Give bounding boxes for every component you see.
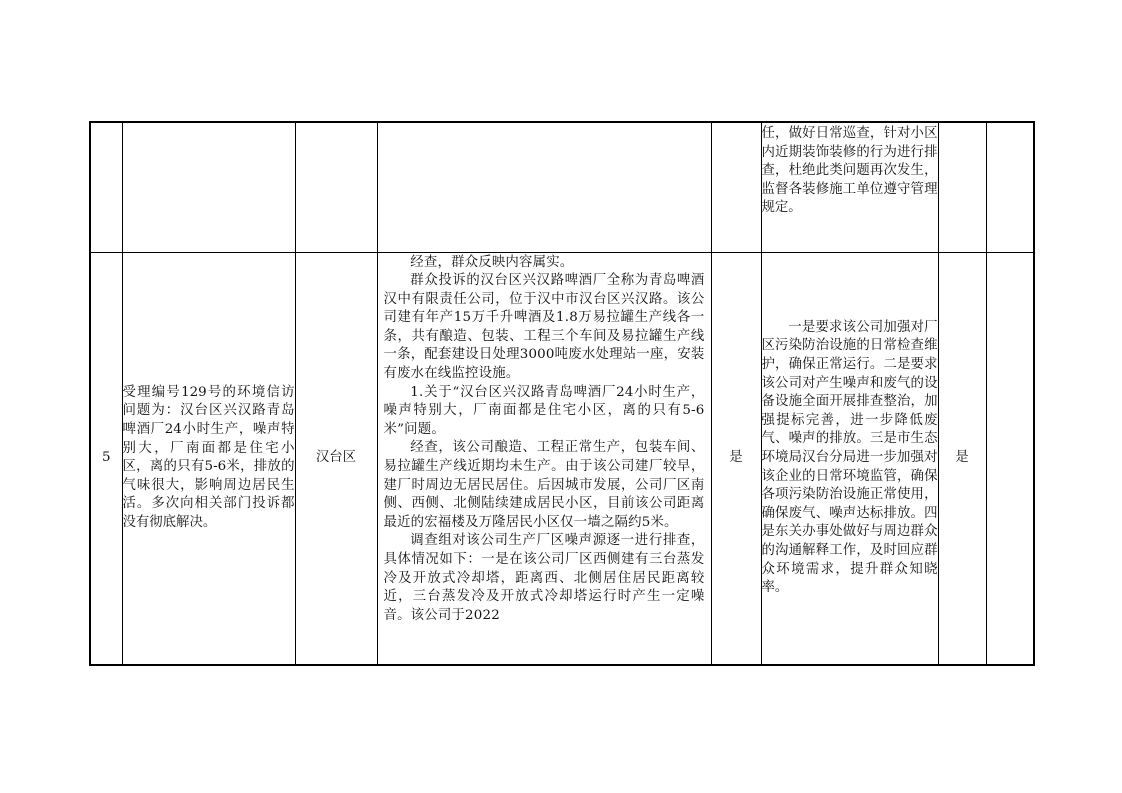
findings-paragraph: 经查，该公司酿造、工程正常生产，包装车间、易拉罐生产线近期均未生产。由于该公司建厂较早，建厂时周边无居民居住。后因城市发展，公司厂区南侧、西侧、北侧陆续建成居民小区，目前该公司距离最近的宏福楼及万隆居民小区仅一墙之隔约5米。 [383, 440, 705, 530]
measures-text: 任，做好日常巡查，针对小区内近期装饰装修的行为进行排查，杜绝此类问题再次发生，监督各装修施工单位遵守管理规定。 [761, 126, 938, 216]
cell-findings [377, 122, 711, 252]
report-table [89, 121, 1035, 666]
cell-measures [761, 252, 938, 665]
measures-text: 一是要求该公司加强对厂区污染防治设施的日常检查维护，确保正常运行。二是要求该公司对产生噪声和废气的设备设施全面开展排查整治，加强提标完善，进一步降低废气、噪声的排放。三是市生态环境局汉台分局进一步加强对该企业的日常环境监管，确保各项污染防治设施正常使用，确保废气、噪声达标排放。四是东关办事处做好与周边群众的沟通解释工作，及时回应群众环境需求，提升群众知晓率。 [761, 319, 938, 596]
table-row-continued [90, 122, 1034, 252]
cell-verified [711, 122, 761, 252]
complaint-text: 受理编号129号的环境信访问题为：汉台区兴汉路青岛啤酒厂24小时生产，噪声特别大，厂南面都是住宅小区，离的只有5-6米，排放的气味很大，影响周边居民生活。多次向相关部门投诉都没有彻底解决。 [122, 384, 295, 531]
cell-no: 5 [90, 252, 122, 665]
cell-remarks [986, 122, 1034, 252]
cell-resolved: 是 [938, 252, 986, 665]
findings-paragraph: 1.关于“汉台区兴汉路青岛啤酒厂24小时生产，噪声特别大，厂南面都是住宅小区，离的只有5-6米”问题。 [383, 384, 705, 437]
cell-district: 汉台区 [295, 252, 377, 665]
cell-district [295, 122, 377, 252]
cell-findings [377, 252, 711, 665]
cell-complaint [122, 122, 295, 252]
findings-paragraph: 经查，群众反映内容属实。 [410, 254, 574, 270]
findings-paragraph: 调查组对该公司生产厂区噪声源逐一进行排查，具体情况如下：一是在该公司厂区西侧建有三台蒸发冷及开放式冷却塔，距离西、北侧居住居民距离较近，三台蒸发冷及开放式冷却塔运行时产生一定噪音。该公司于2022 [383, 533, 705, 623]
cell-measures [761, 122, 938, 252]
table-row-5 [90, 252, 1034, 665]
cell-verified: 是 [711, 252, 761, 665]
cell-resolved [938, 122, 986, 252]
cell-no [90, 122, 122, 252]
cell-remarks [986, 252, 1034, 665]
cell-complaint [122, 252, 295, 665]
findings-paragraph: 群众投诉的汉台区兴汉路啤酒厂全称为青岛啤酒汉中有限责任公司，位于汉中市汉台区兴汉路。该公司建有年产15万千升啤酒及1.8万易拉罐生产线各一条，共有酿造、包装、工程三个车间及易拉罐生产线一条，配套建设日处理3000吨废水处理站一座，安装有废水在线监控设施。 [383, 273, 705, 382]
